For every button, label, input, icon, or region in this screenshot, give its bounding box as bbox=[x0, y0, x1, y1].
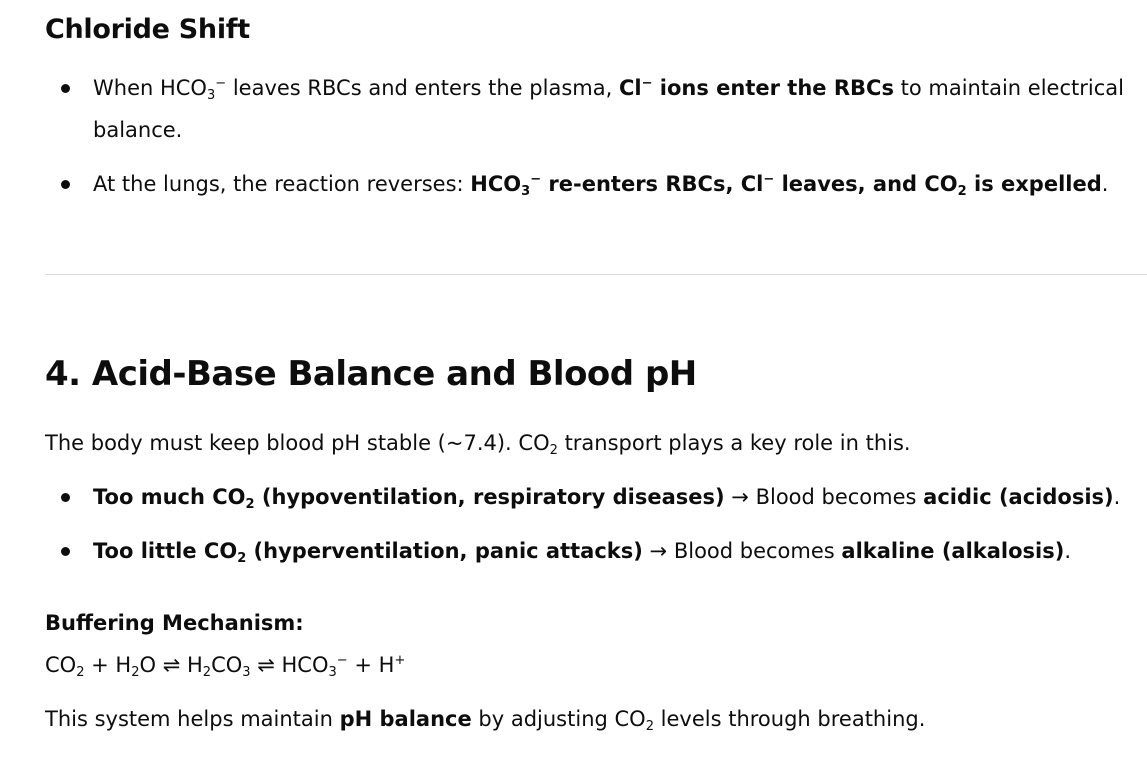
rich-text: Too much $CO_2$ (hypoventilation, respiratory diseases) → Blood becomes acidic (acidosis). bbox=[93, 485, 1121, 512]
list-item bbox=[45, 476, 1135, 518]
rich-text: Too little $CO_2$ (hyperventilation, panic attacks) → Blood becomes alkaline (alkalosis). bbox=[93, 539, 1072, 566]
rich-text: At the lungs, the reaction reverses: $HCO_3^-$ re-enters RBCs, Cl− leaves, and $CO_2$ is expelled. bbox=[93, 172, 1109, 199]
rich-text: When $HCO_3^-$ leaves RBCs and enters the plasma, Cl− ions enter the RBCs to maintain electrical balance. bbox=[93, 76, 1124, 142]
section-divider bbox=[45, 274, 1147, 275]
acid-base-heading: 4. Acid-Base Balance and Blood pH bbox=[45, 354, 697, 394]
buffering-mechanism-title: Buffering Mechanism: bbox=[45, 611, 304, 635]
buffer-equation: $CO_2 + H_2O$ ⇌ $H_2CO_3$ ⇌ $HCO_3^- + H^+$ bbox=[45, 653, 406, 680]
closing-paragraph: This system helps maintain pH balance by adjusting $CO_2$ levels through breathing. bbox=[45, 707, 926, 734]
chloride-shift-heading: Chloride Shift bbox=[45, 14, 250, 45]
bullet-icon bbox=[61, 493, 70, 502]
list-item bbox=[45, 67, 1135, 151]
chloride-shift-list bbox=[45, 67, 1135, 217]
list-item bbox=[45, 163, 1135, 205]
acid-base-list bbox=[45, 476, 1135, 584]
bullet-icon bbox=[61, 547, 70, 556]
bullet-icon bbox=[61, 180, 70, 189]
bullet-icon bbox=[61, 84, 70, 93]
intro-paragraph: The body must keep blood pH stable (~7.4). $CO_2$ transport plays a key role in this. bbox=[45, 431, 911, 458]
list-item bbox=[45, 530, 1135, 572]
